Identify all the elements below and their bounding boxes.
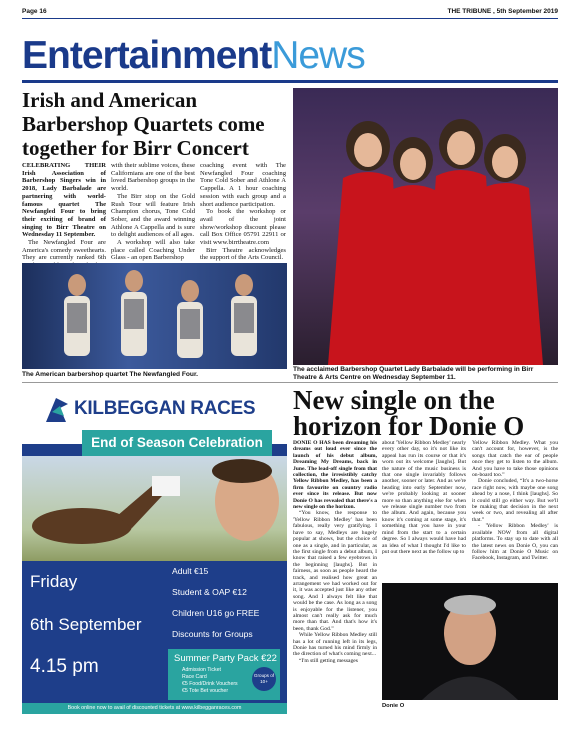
lady-barbalade-photo bbox=[293, 88, 558, 365]
ad-pack-title: Summer Party Pack €22 bbox=[174, 653, 277, 664]
ad-logo: KILBEGGAN RACES bbox=[74, 398, 256, 419]
ad-footer: Book online now to avail of discounted tickets at www.kilbegganraces.com bbox=[22, 703, 287, 714]
story1-headline-line2: Barbershop Quartets come bbox=[22, 112, 265, 136]
ad-banner: End of Season Celebration bbox=[82, 430, 272, 456]
donie-o-caption: Donie O bbox=[382, 703, 405, 709]
story1-paragraph: To book the workshop or avail of the joint show/workshop discount please call Box Office 05791 22911 or visit www.birrtheatre.com bbox=[200, 208, 286, 247]
paper-dateline: THE TRIBUNE , 5th September 2019 bbox=[447, 8, 558, 15]
ad-time: 4.15 pm bbox=[30, 656, 99, 677]
story2-paragraph: “You know, the response to 'Yellow Ribbon Medley' has been fabulous, really very gratifying. I have to say, Medleys are hugely popular at shows, but the choice of one as a single, and in particular, as the first single from a debut album, I know that raised a few eyebrows in the beginning [laughs]. But in fairness, as soon as people heard the track, and realised how great an arrangement we had worked out for it, it was accepted just like any other song. And I always felt like that would be the case. As long as a song is enjoyable for the listener, you almost can't really ask for much more than that. And that's how it's been, thank God.” bbox=[293, 510, 377, 632]
story2-headline-line1: New single on the bbox=[293, 385, 495, 415]
story2-column-2 bbox=[382, 440, 466, 555]
page-number: Page 16 bbox=[22, 8, 47, 15]
story2-column-1 bbox=[293, 440, 377, 664]
story2-paragraph: - 'Yellow Ribbon Medley' is available NOW from all digital platforms. To stay up to date with all the latest news on Donie O, you can follow him at Donie O Music on Facebook, Instagram, and Twitter. bbox=[472, 523, 558, 562]
section-divider bbox=[22, 382, 558, 383]
story1-column-1 bbox=[22, 162, 106, 278]
story1-paragraph: coaching event with The Newfangled Four coaching Tone Cold Sober and Athlone A Cappella. A 1 hour coaching session with each group and a short audience participation. bbox=[200, 162, 286, 208]
ad-day: Friday bbox=[30, 572, 78, 591]
story1-headline-line1: Irish and American bbox=[22, 88, 198, 112]
section-masthead bbox=[22, 36, 365, 76]
newfangled-four-caption: The American barbershop quartet The Newfangled Four. bbox=[22, 371, 198, 378]
story2-paragraph: Donie concluded, “It's a two-horse race right now, with maybe one song ahead by a nose, I think [laughs]. So it could still go either way. But we'll be making that decision in the next week or two, and revealing all after that.” bbox=[472, 478, 558, 523]
ad-racing-scene bbox=[22, 456, 287, 561]
story1-column-3 bbox=[200, 162, 286, 262]
kilbeggan-races-ad bbox=[22, 386, 287, 714]
donie-o-figure bbox=[382, 583, 558, 700]
newfangled-four-photo bbox=[22, 263, 287, 369]
ad-date: 6th September bbox=[30, 615, 142, 634]
ad-party-pack bbox=[168, 649, 280, 700]
story1-paragraph: Birr Theatre acknowledges the support of the Arts Council. bbox=[200, 246, 286, 262]
lady-barbalade-caption: The acclaimed Barbershop Quartet Lady Barbalade will be performing in Birr Theatre & Arts Centre on Wednesday September 11. bbox=[293, 366, 534, 381]
story1-paragraph: The Birr stop on the Gold Rush Tour will feature Irish Champion chorus, Tone Cold Sober, and the award winning Athlone A Cappella and is sure to delight audiences of all ages. bbox=[111, 192, 195, 239]
horse-logo-icon bbox=[42, 394, 72, 426]
story2-headline-line2: horizon for Donie O bbox=[293, 411, 525, 441]
story2-paragraph: “I'm still getting messages bbox=[299, 657, 358, 664]
ad-price-student: Student & OAP €12 bbox=[172, 587, 247, 597]
racehorse-image bbox=[22, 456, 287, 561]
masthead-entertainment: Entertainment bbox=[22, 34, 272, 77]
ad-price-children: Children U16 go FREE bbox=[172, 608, 260, 618]
story1-column-2 bbox=[111, 162, 195, 262]
ad-pack-item: Race Card bbox=[182, 674, 207, 680]
quartet-women-figures bbox=[293, 88, 558, 365]
ad-price-adult: Adult €15 bbox=[172, 566, 209, 576]
story2-headline bbox=[293, 387, 559, 439]
story2-column-3 bbox=[472, 440, 558, 562]
ad-pack-badge: Groups of 10+ bbox=[252, 667, 276, 691]
masthead-news: News bbox=[271, 34, 365, 77]
story1-lead: CELEBRATING THEIR Irish Association of Barbershop Singers win in 2018, Lady Barbalade are partnering with world-famous quartet The Newfangled Four to bring their exciting of brand of singing to Birr Theatre on Wednesday 11 September. bbox=[22, 162, 106, 239]
quartet-figures bbox=[22, 263, 287, 369]
story1-headline bbox=[22, 88, 288, 160]
ad-pack-item: €5 Tote Bet voucher bbox=[182, 688, 229, 694]
story1-headline-line3: together for Birr Concert bbox=[22, 136, 249, 160]
story2-paragraph: Yellow Ribbon Medley. What you can't account for, however, is the songs that catch the ear of people once they get to listen to the album. And you have to take those opinions on-board too.” bbox=[472, 440, 558, 479]
story1-paragraph: A workshop will also take place called Coaching Under Glass - an open Barbershop bbox=[111, 239, 195, 262]
donie-o-photo bbox=[382, 583, 558, 700]
story2-lead: DONIE O HAS been dreaming his dreams out loud ever since the launch of his debut album, Dreaming My Dreams, back in June. The lead-off single from that collection, the irresistibly catchy Yellow Ribbon Medley, has been a firm favourite on country radio ever since its release. But now Donie O has revealed that there's a new single on the horizon. bbox=[293, 440, 377, 511]
ad-pack-item: Admission Ticket bbox=[182, 667, 221, 673]
masthead-rule bbox=[22, 80, 558, 83]
story2-paragraph: While Yellow Ribbon Medley still has a lot of running left in its legs, Donie has turned his mind firmly in the direction of what's coming next... bbox=[293, 632, 377, 658]
ad-price-groups: Discounts for Groups bbox=[172, 629, 253, 639]
story2-paragraph: about 'Yellow Ribbon Medley' nearly every other day, so it's not like its appeal has run its course or that it's worn out its welcome [laughs]. But the nature of the music business is that one single invariably follows another, sooner or later. And as we're heading into early September now, we're probably looking at sooner more so than anything else for when we release single number two from the album. And again, because you know it's coming at some stage, it's something that you have in your mind from the start to a certain degree. So I always would have had an idea of what I thought I'd like to put out there next as the follow up to bbox=[382, 440, 466, 555]
top-rule bbox=[22, 18, 558, 19]
story1-paragraph: The Newfangled Four are America's comedy sweethearts. They are currently ranked 6th bbox=[22, 239, 106, 262]
ad-pack-item: €5 Food/Drink Vouchers bbox=[182, 681, 238, 687]
story1-paragraph: with their sublime voices, these Californians are one of the best loved Barbershop groups in the world. bbox=[111, 162, 195, 193]
